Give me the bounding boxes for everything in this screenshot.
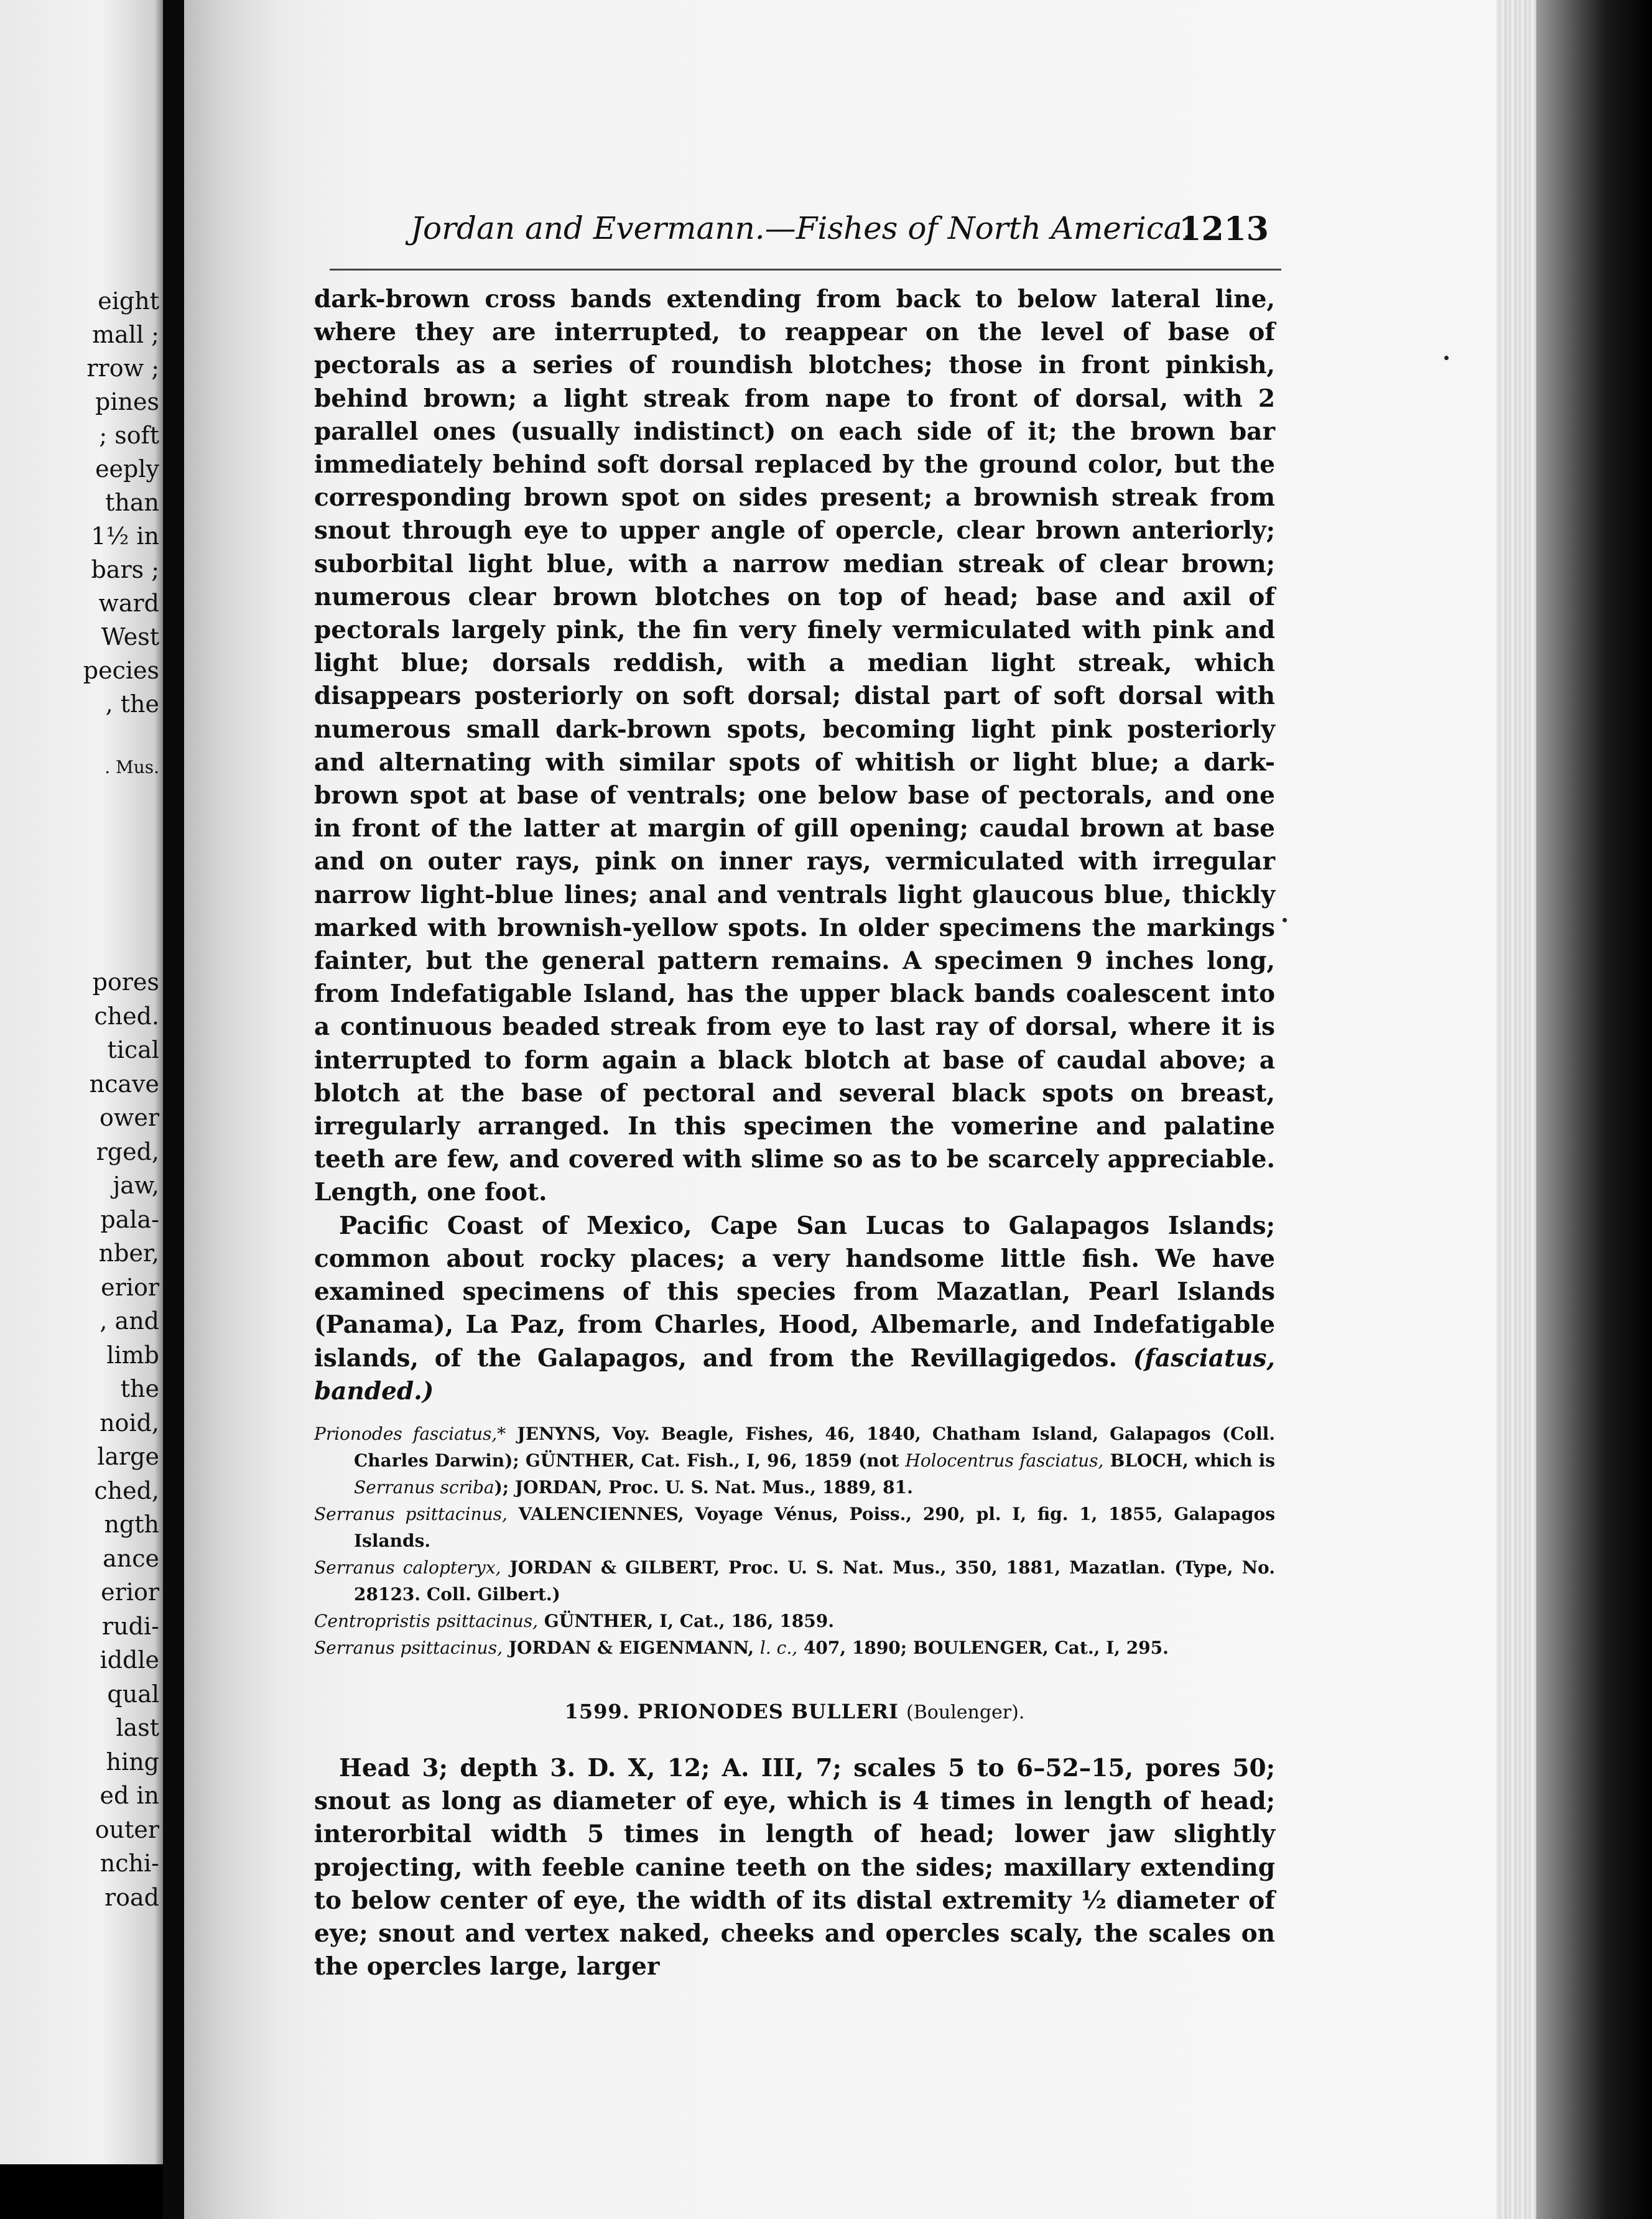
synonymy-entry: Prionodes fasciatus,* JENYNS, Voy. Beagle, Fishes, 46, 1840, Chatham Island, Galapagos (Coll. Charles Darwin); GÜNTHER, Cat. Fish., I, 96, 1859 (not Holocentrus fasciatus, BLOCH, which is Serranus scriba); JORDAN, Proc. U. S. Nat. Mus., 1889, 81. <box>314 1423 1275 1498</box>
running-head <box>411 210 1269 254</box>
previous-page-text-fragment: ched. <box>94 1002 159 1030</box>
description-paragraph: dark-brown cross bands extending from back to below lateral line, where they are interrupted, to reappear on the level of base of pectorals as a series of roundish blotches; those in front pinkish, behind brown; a light streak from nape to front of dorsal, with 2 parallel ones (usually indistinct) on each side of it; the brown bar immediately behind soft dorsal replaced by the ground color, but the corresponding brown spot on sides present; a brownish streak from snout through eye to upper angle of opercle, clear brown anteriorly; suborbital light blue, with a narrow median streak of clear brown; numerous clear brown blotches on top of head; base and axil of pectorals largely pink, the fin very finely vermiculated with pink and light blue; dorsals reddish, with a median light streak, which disappears posteriorly on soft dorsal; distal part of soft dorsal with numerous small dark-brown spots, becoming light pink posteriorly and alternating with similar spots of whitish or light blue; a dark-brown spot at base of ventrals; one below base of pectorals, and one in front of the latter at margin of gill opening; caudal brown at base and on outer rays, pink on inner rays, vermiculated with irregular narrow light-blue lines; anal and ventrals light glaucous blue, thickly marked with brownish-yellow spots. In older specimens the markings fainter, but the general pattern remains. A specimen 9 inches long, from Indefatigable Island, has the upper black bands coalescent into a continuous beaded streak from eye to last ray of dorsal, where it is interrupted to form again a black blotch at base of caudal above; a blotch at the base of pectoral and several black spots on breast, irregularly arranged. In this specimen the vomerine and palatine teeth are few, and covered with slime so as to be scarcely appreciable. Length, one foot. <box>314 285 1275 1207</box>
previous-page-text-fragment: ched, <box>94 1476 159 1504</box>
previous-page-text-fragment: noid, <box>100 1409 159 1437</box>
previous-page-text-fragment: pecies <box>83 657 159 684</box>
speck <box>1444 356 1449 360</box>
previous-page-text-fragment: ward <box>98 590 159 617</box>
speck <box>1283 918 1287 922</box>
previous-page-text-fragment: . Mus. <box>104 757 159 777</box>
previous-page-text-fragment: last <box>116 1714 159 1741</box>
previous-page-text-fragment: eeply <box>95 455 159 483</box>
previous-page-text-fragment: 1½ in <box>91 522 159 550</box>
previous-page-text-fragment: iddle <box>100 1646 159 1674</box>
previous-page-text-fragment: road <box>104 1883 159 1911</box>
etymology-text: (fasciatus, banded.) <box>314 1343 1275 1406</box>
previous-page-text-fragment: pores <box>92 968 159 996</box>
distribution-paragraph <box>314 1210 1275 1408</box>
previous-page-text-fragment: ance <box>103 1544 159 1572</box>
species-authority: (Boulenger). <box>906 1701 1025 1723</box>
page-number: 1213 <box>1179 210 1269 248</box>
species-title: 1599. PRIONODES BULLERI <box>564 1699 899 1723</box>
previous-page-text-fragment: tical <box>107 1036 159 1063</box>
previous-page-text-fragment: pines <box>95 388 159 415</box>
previous-page-edge <box>0 0 168 2164</box>
previous-page-text-fragment: ; soft <box>99 422 159 449</box>
previous-page-text-fragment: bars ; <box>91 556 159 583</box>
synonymy-entry: Serranus calopteryx, JORDAN & GILBERT, Proc. U. S. Nat. Mus., 350, 1881, Mazatlan. (Type, No. 28123. Coll. Gilbert.) <box>314 1557 1275 1605</box>
previous-page-text-fragment: , and <box>100 1307 159 1335</box>
previous-page-text-fragment: mall ; <box>92 321 159 348</box>
header-rule <box>330 269 1281 271</box>
previous-page-text-fragment: qual <box>107 1680 159 1708</box>
previous-page-text-fragment: rudi- <box>102 1612 159 1640</box>
synonymy-list <box>314 1420 1275 1661</box>
previous-page-text-fragment: than <box>105 489 159 516</box>
page-body <box>314 283 1275 1983</box>
previous-page-text-fragment: large <box>97 1443 159 1470</box>
previous-page-text-fragment: erior <box>101 1273 159 1301</box>
species-description: Head 3; depth 3. D. X, 12; A. III, 7; scales 5 to 6–52–15, pores 50; snout as long as diameter of eye, which is 4 times in length of head; interorbital width 5 times in length of head; lower jaw slightly projecting, with feeble canine teeth on the sides; maxillary extending to below center of eye, the width of its distal extremity ½ diameter of eye; snout and vertex naked, cheeks and opercles scaly, the scales on the opercles large, larger <box>314 1753 1275 1981</box>
previous-page-text-fragment: hing <box>106 1748 159 1776</box>
synonymy-entry: Centropristis psittacinus, GÜNTHER, I, Cat., 186, 1859. <box>314 1610 834 1631</box>
previous-page-text-fragment: rrow ; <box>86 354 159 382</box>
previous-page-text-fragment: erior <box>101 1578 159 1606</box>
previous-page-text-fragment: the <box>120 1375 159 1402</box>
previous-page-text-fragment: limb <box>106 1341 159 1369</box>
running-title: Jordan and Evermann.—Fishes of North America. <box>411 210 1192 246</box>
distribution-text: Pacific Coast of Mexico, Cape San Lucas to Galapagos Islands; common about rocky places; a very handsome little fish. We have examined specimens of this species from Mazatlan, Pearl Islands (Panama), La Paz, from Charles, Hood, Albemarle, and Indefatigable islands, of the Galapagos, and from the Revillagigedos. <box>314 1211 1275 1373</box>
synonymy-entry: Serranus psittacinus, VALENCIENNES, Voyage Vénus, Poiss., 290, pl. I, fig. 1, 1855, Galapagos Islands. <box>314 1503 1275 1551</box>
previous-page-text-fragment: rged, <box>96 1137 159 1165</box>
previous-page-text-fragment: outer <box>95 1815 159 1843</box>
species-heading <box>314 1700 1275 1723</box>
synonymy-entry: Serranus psittacinus, JORDAN & EIGENMANN, l. c., 407, 1890; BOULENGER, Cat., I, 295. <box>314 1637 1169 1658</box>
previous-page-text-fragment: nchi- <box>100 1850 159 1877</box>
previous-page-text-fragment: ower <box>99 1104 159 1131</box>
previous-page-text-fragment: ed in <box>100 1782 159 1809</box>
previous-page-text-fragment: ncave <box>89 1070 159 1098</box>
previous-page-text-fragment: West <box>101 623 159 651</box>
previous-page-text-fragment: , the <box>105 690 159 718</box>
previous-page-text-fragment: jaw, <box>113 1172 159 1199</box>
previous-page-text-fragment: nber, <box>98 1239 159 1267</box>
previous-page-text-fragment: eight <box>98 287 159 315</box>
previous-page-text-fragment: ngth <box>104 1511 159 1538</box>
previous-page-text-fragment: pala- <box>100 1205 159 1233</box>
page-edges-shadow <box>1536 0 1652 2219</box>
